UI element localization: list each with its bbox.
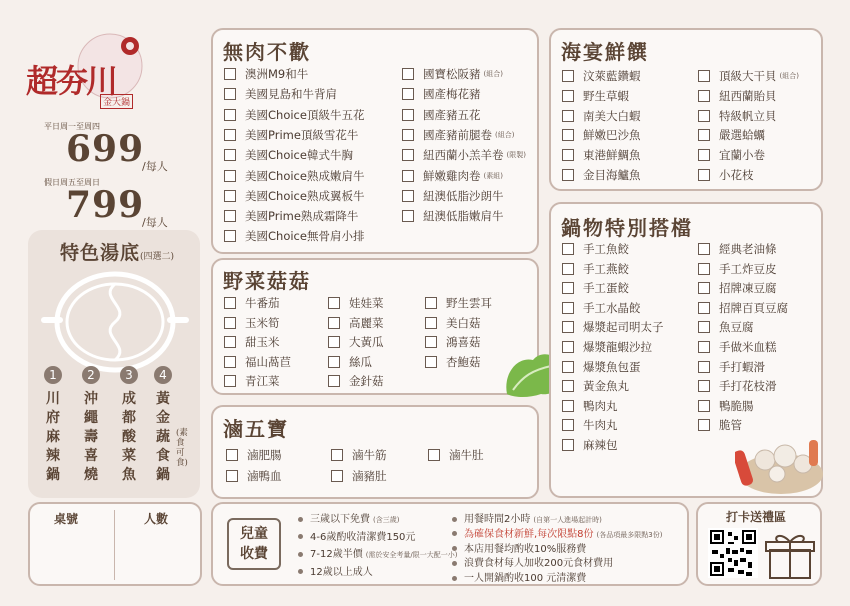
hotpot-item-11[interactable] xyxy=(562,437,618,453)
bullet-text: 為確保食材新鮮,每次限點8份 xyxy=(464,528,594,540)
rule-item-1 xyxy=(452,510,602,525)
braised-b-item-1[interactable] xyxy=(331,447,387,463)
meat-title: 無肉不歡 xyxy=(223,40,311,64)
checkbox[interactable] xyxy=(562,302,574,314)
checkbox[interactable] xyxy=(698,110,710,122)
checkbox[interactable] xyxy=(224,336,236,348)
pricing-rules-panel xyxy=(211,502,689,586)
bullet-text: 12歲以上成人 xyxy=(310,566,373,578)
bullet-dot-icon xyxy=(298,552,303,557)
item-label: 爆漿龍蝦沙拉 xyxy=(583,340,652,354)
item-label: 麻辣包 xyxy=(583,438,618,452)
bullet-dot-icon xyxy=(298,569,303,574)
item-label: 國寶松阪豬 xyxy=(423,67,481,81)
veg-b-item-1[interactable] xyxy=(328,295,384,311)
item-label: 特級帆立貝 xyxy=(719,108,777,123)
item-label: 美國Prime熟成霜降牛 xyxy=(245,209,359,224)
hotpot-item-9[interactable] xyxy=(562,398,618,414)
meat-item-2[interactable] xyxy=(224,86,337,102)
checkbox[interactable] xyxy=(425,356,437,368)
braised-item-2[interactable] xyxy=(226,468,282,484)
veg-b-item-2[interactable] xyxy=(328,315,384,331)
item-label: 牛番茄 xyxy=(245,296,280,310)
item-label: 滷牛肚 xyxy=(449,448,484,462)
qr-code-icon[interactable] xyxy=(708,528,758,578)
hotpot-item-10[interactable] xyxy=(562,417,618,433)
item-label: 爆漿魚包蛋 xyxy=(583,359,641,374)
bullet-dot-icon xyxy=(452,561,457,566)
soup-item-3: 3 成都酸菜魚 xyxy=(122,368,136,483)
soup-item-3-name: 成都酸菜魚 xyxy=(122,391,136,483)
item-label: 甜玉米 xyxy=(245,335,280,350)
item-label: 國產豬前腿卷 xyxy=(423,127,492,142)
kids-item-3 xyxy=(298,545,458,560)
checkbox[interactable] xyxy=(562,282,574,294)
checkbox[interactable] xyxy=(562,149,574,161)
checkbox[interactable] xyxy=(562,380,574,392)
item-label: 國產梅花豬 xyxy=(423,87,481,102)
weekday-price-label: 平日周一至周四 xyxy=(44,122,100,131)
checkbox[interactable] xyxy=(328,297,340,309)
item-label: 鴨脆腸 xyxy=(719,398,754,413)
checkbox[interactable] xyxy=(562,243,574,255)
checkbox[interactable] xyxy=(224,297,236,309)
rule-item-2 xyxy=(452,525,662,540)
item-label: 手打花枝滑 xyxy=(719,379,777,394)
bullet-note: (需於安全考量/限一大配一小) xyxy=(365,551,458,559)
seafood-item-1[interactable] xyxy=(562,68,641,84)
meat-pork-item-8[interactable] xyxy=(402,208,504,224)
soup-panel xyxy=(28,230,200,498)
checkbox[interactable] xyxy=(328,317,340,329)
seafood-b-item-5[interactable] xyxy=(698,147,765,163)
gift-icon xyxy=(764,530,816,580)
item-label: 杏鮑菇 xyxy=(446,354,481,369)
kids-title-box xyxy=(227,518,281,570)
checkbox[interactable] xyxy=(562,169,574,181)
hotpot-item-2[interactable] xyxy=(562,261,629,277)
checkbox[interactable] xyxy=(402,170,414,182)
checkbox[interactable] xyxy=(698,302,710,314)
seafood-item-5[interactable] xyxy=(562,147,641,163)
checkbox[interactable] xyxy=(224,129,236,141)
soup-title: 特色湯底(四選二) xyxy=(60,242,175,264)
seafood-item-6[interactable] xyxy=(562,167,641,183)
hotpot-b-item-3[interactable] xyxy=(698,280,777,296)
item-label: 金針菇 xyxy=(349,374,384,389)
bullet-text: 4-6歲酌收清潔費150元 xyxy=(310,531,416,543)
rule-item-5 xyxy=(452,569,586,584)
checkbox[interactable] xyxy=(402,129,414,141)
item-label: 黃金魚丸 xyxy=(583,379,629,394)
checkbox[interactable] xyxy=(224,210,236,222)
checkbox[interactable] xyxy=(698,263,710,275)
item-label: 經典老油條 xyxy=(719,242,777,256)
hotpot-b-item-2[interactable] xyxy=(698,261,777,277)
item-label: 美國Choice熟成翼板牛 xyxy=(245,188,365,203)
item-label: 宜蘭小卷 xyxy=(719,148,765,163)
meat-pork-item-4[interactable] xyxy=(402,127,514,143)
checkbox[interactable] xyxy=(698,149,710,161)
table-number-label: 桌號 xyxy=(54,512,79,526)
item-label: 魚豆腐 xyxy=(719,320,754,335)
people-count-label: 人數 xyxy=(144,512,169,526)
item-label: 牛肉丸 xyxy=(583,418,618,433)
checkbox[interactable] xyxy=(226,449,238,461)
item-label: 美白菇 xyxy=(446,315,481,330)
hotpot-title: 鍋物特別搭檔 xyxy=(561,216,693,240)
veg-item-1[interactable] xyxy=(224,295,280,311)
table-info-box xyxy=(28,502,202,586)
hotpot-ingredients-icon xyxy=(735,426,823,496)
item-label: 手工水晶餃 xyxy=(583,300,641,315)
checkbox[interactable] xyxy=(425,297,437,309)
checkbox[interactable] xyxy=(698,70,710,82)
hotpot-item-4[interactable] xyxy=(562,300,641,316)
meat-item-4[interactable] xyxy=(224,127,358,143)
meat-pork-item-5[interactable] xyxy=(402,147,526,163)
item-label: 福山萵苣 xyxy=(245,354,291,369)
item-note: (限製) xyxy=(506,151,526,160)
item-label: 高麗菜 xyxy=(349,315,384,330)
bullet-text: 本店用餐均酌收10%服務費 xyxy=(464,543,587,555)
checkbox[interactable] xyxy=(328,336,340,348)
checkbox[interactable] xyxy=(224,68,236,80)
veg-b-item-3[interactable] xyxy=(328,334,384,350)
veg-c-item-3[interactable] xyxy=(425,334,481,350)
logo-sub-text: 金大鍋 xyxy=(100,94,133,109)
checkin-box xyxy=(696,502,822,586)
item-label: 鮮嫩雞肉卷 xyxy=(423,168,481,183)
table-divider xyxy=(114,510,115,580)
checkin-title: 打卡送禮區 xyxy=(726,510,787,524)
hotpot-item-8[interactable] xyxy=(562,378,629,394)
veg-item-5[interactable] xyxy=(224,373,280,389)
item-label: 紐西蘭小羔羊卷 xyxy=(423,148,504,163)
item-label: 手工蛋餃 xyxy=(583,281,629,296)
checkbox[interactable] xyxy=(331,449,343,461)
item-label: 娃娃菜 xyxy=(349,296,384,310)
checkbox[interactable] xyxy=(224,88,236,100)
weekend-price-unit: /每人 xyxy=(142,216,168,229)
item-label: 野生草蝦 xyxy=(583,88,629,103)
item-label: 絲瓜 xyxy=(349,354,372,369)
item-label: 招牌百頁豆腐 xyxy=(719,300,788,315)
bullet-note: (自第一人進場起計時) xyxy=(533,516,602,524)
soup-item-4: 4 黃金蔬食鍋 xyxy=(156,368,170,483)
checkbox[interactable] xyxy=(698,282,710,294)
seafood-title: 海宴鮮饌 xyxy=(561,40,649,64)
checkbox[interactable] xyxy=(428,449,440,461)
checkbox[interactable] xyxy=(562,439,574,451)
seafood-b-item-2[interactable] xyxy=(698,88,777,104)
meat-item-9[interactable] xyxy=(224,228,364,244)
item-note: (組合) xyxy=(779,72,799,80)
bullet-dot-icon xyxy=(298,517,303,522)
item-label: 南美大白蝦 xyxy=(583,108,641,123)
checkbox[interactable] xyxy=(562,129,574,141)
item-note: (組合) xyxy=(495,130,515,139)
meat-item-5[interactable] xyxy=(224,147,353,163)
meat-item-6[interactable] xyxy=(224,168,364,184)
checkbox[interactable] xyxy=(328,356,340,368)
bullet-text: 用餐時間2小時 xyxy=(464,514,531,525)
weekday-price: 699 xyxy=(66,128,145,170)
item-label: 大黃瓜 xyxy=(349,335,384,350)
checkbox[interactable] xyxy=(698,243,710,255)
bullet-text: 浪費食材每人加收200元食材費用 xyxy=(464,558,614,570)
item-label: 嚴選蛤蠣 xyxy=(719,128,765,143)
checkbox[interactable] xyxy=(698,129,710,141)
checkbox[interactable] xyxy=(698,361,710,373)
checkbox[interactable] xyxy=(698,341,710,353)
hotpot-b-item-10[interactable] xyxy=(698,417,742,433)
meat-item-3[interactable] xyxy=(224,107,364,123)
bullet-text: 7-12歲半價 xyxy=(310,549,363,560)
checkbox[interactable] xyxy=(562,341,574,353)
checkbox[interactable] xyxy=(698,419,710,431)
item-label: 鴻喜菇 xyxy=(446,335,481,350)
rule-item-4 xyxy=(452,554,613,569)
soup-item-2: 2 沖繩壽喜燒 xyxy=(84,368,98,483)
checkbox[interactable] xyxy=(562,321,574,333)
braised-b-item-2[interactable] xyxy=(331,468,387,484)
hotpot-item-7[interactable] xyxy=(562,359,641,375)
soup-item-2-name: 沖繩壽喜燒 xyxy=(84,391,98,483)
bullet-note: (各品項最多限點3份) xyxy=(596,530,663,539)
seafood-b-item-3[interactable] xyxy=(698,108,777,124)
kids-item-4 xyxy=(298,563,373,578)
seafood-b-item-6[interactable] xyxy=(698,167,754,183)
meat-item-8[interactable] xyxy=(224,208,358,224)
checkbox[interactable] xyxy=(562,361,574,373)
checkbox[interactable] xyxy=(402,190,414,202)
veg-title: 野菜菇菇 xyxy=(223,269,311,293)
bullet-text: 三歲以下免費 xyxy=(310,514,370,525)
checkbox[interactable] xyxy=(562,110,574,122)
checkbox[interactable] xyxy=(402,88,414,100)
hotpot-b-item-9[interactable] xyxy=(698,398,754,414)
checkbox[interactable] xyxy=(224,109,236,121)
veg-item-2[interactable] xyxy=(224,315,280,331)
brand-logo xyxy=(22,30,162,110)
veg-c-item-2[interactable] xyxy=(425,315,481,331)
item-label: 澳洲M9和牛 xyxy=(245,67,309,81)
seafood-item-2[interactable] xyxy=(562,88,629,104)
item-label: 青江菜 xyxy=(245,374,280,389)
hotpot-item-6[interactable] xyxy=(562,339,652,355)
veg-b-item-5[interactable] xyxy=(328,373,384,389)
seafood-b-item-4[interactable] xyxy=(698,127,765,143)
checkbox[interactable] xyxy=(226,470,238,482)
item-label: 頂級大干貝 xyxy=(719,69,777,83)
bullet-dot-icon xyxy=(452,546,457,551)
item-label: 鮮嫩巴沙魚 xyxy=(583,128,641,143)
weekend-price-label: 假日周五至周日 xyxy=(44,178,100,187)
seafood-b-item-1[interactable] xyxy=(698,68,799,84)
checkbox[interactable] xyxy=(224,170,236,182)
hotpot-item-1[interactable] xyxy=(562,241,629,257)
checkbox[interactable] xyxy=(698,321,710,333)
bullet-dot-icon xyxy=(452,531,457,536)
checkbox[interactable] xyxy=(331,470,343,482)
checkbox[interactable] xyxy=(562,263,574,275)
item-label: 汶萊藍鑽蝦 xyxy=(583,69,641,83)
checkbox[interactable] xyxy=(562,419,574,431)
meat-pork-item-1[interactable] xyxy=(402,66,503,82)
checkbox[interactable] xyxy=(224,375,236,387)
braised-item-1[interactable] xyxy=(226,447,282,463)
item-label: 美國Choice無骨肩小排 xyxy=(245,229,365,244)
meat-pork-item-3[interactable] xyxy=(402,107,481,123)
hotpot-b-item-4[interactable] xyxy=(698,300,788,316)
bullet-dot-icon xyxy=(452,517,457,522)
hotpot-b-item-8[interactable] xyxy=(698,378,777,394)
checkbox[interactable] xyxy=(425,336,437,348)
bullet-dot-icon xyxy=(298,534,303,539)
checkbox[interactable] xyxy=(698,90,710,102)
soup-item-4-name: 黃金蔬食鍋 xyxy=(156,391,170,483)
item-label: 脆管 xyxy=(719,418,742,433)
item-label: 金目海鱸魚 xyxy=(583,168,641,182)
item-note: (素組) xyxy=(483,171,503,180)
checkbox[interactable] xyxy=(224,190,236,202)
item-label: 手工魚餃 xyxy=(583,242,629,256)
item-label: 滷鴨血 xyxy=(247,469,282,483)
item-label: 手做米血糕 xyxy=(719,340,777,354)
checkbox[interactable] xyxy=(698,169,710,181)
item-label: 紐西蘭貽貝 xyxy=(719,88,777,103)
checkbox[interactable] xyxy=(698,400,710,412)
hotpot-item-5[interactable] xyxy=(562,319,664,335)
hotpot-b-item-7[interactable] xyxy=(698,359,765,375)
item-label: 招牌凍豆腐 xyxy=(719,281,777,296)
checkbox[interactable] xyxy=(328,375,340,387)
item-note: (組合) xyxy=(483,70,503,78)
item-label: 野生雲耳 xyxy=(446,296,492,310)
bullet-text: 一人開鍋酌收100 元清潔費 xyxy=(464,573,587,585)
hotpot-b-item-1[interactable] xyxy=(698,241,777,257)
checkbox[interactable] xyxy=(402,149,414,161)
braised-c-item-1[interactable] xyxy=(428,447,484,463)
checkbox[interactable] xyxy=(224,230,236,242)
kids-title: 兒童收費 xyxy=(240,526,268,562)
veg-c-item-1[interactable] xyxy=(425,295,492,311)
checkbox[interactable] xyxy=(224,149,236,161)
weekday-price-unit: /每人 xyxy=(142,160,168,173)
soup-item-1-name: 川府麻辣鍋 xyxy=(46,391,60,483)
item-label: 滷豬肚 xyxy=(352,469,387,483)
item-label: 爆漿起司明太子 xyxy=(583,320,664,335)
checkbox[interactable] xyxy=(402,68,414,80)
veg-item-3[interactable] xyxy=(224,334,280,350)
checkbox[interactable] xyxy=(562,400,574,412)
rule-item-3 xyxy=(452,540,586,555)
item-label: 手工炸豆皮 xyxy=(719,261,777,276)
bullet-dot-icon xyxy=(452,576,457,581)
item-label: 東港鮮鯛魚 xyxy=(583,148,641,163)
seafood-item-3[interactable] xyxy=(562,108,641,124)
item-label: 紐澳低脂沙朗牛 xyxy=(423,188,504,203)
hotpot-item-3[interactable] xyxy=(562,280,629,296)
item-label: 美國見島和牛背肩 xyxy=(245,87,337,102)
checkbox[interactable] xyxy=(425,317,437,329)
meat-item-1[interactable] xyxy=(224,66,308,82)
checkbox[interactable] xyxy=(224,356,236,368)
meat-item-7[interactable] xyxy=(224,188,364,204)
hotpot-b-item-6[interactable] xyxy=(698,339,777,355)
checkbox[interactable] xyxy=(402,109,414,121)
item-label: 美國Choice韓式牛胸 xyxy=(245,148,353,163)
checkbox[interactable] xyxy=(562,70,574,82)
checkbox[interactable] xyxy=(224,317,236,329)
item-label: 手工燕餃 xyxy=(583,261,629,276)
item-label: 手打蝦滑 xyxy=(719,359,765,374)
hotpot-pot-icon xyxy=(40,268,190,378)
item-label: 國產豬五花 xyxy=(423,107,481,122)
item-label: 美國Prime頂級雪花牛 xyxy=(245,127,359,142)
meat-pork-item-2[interactable] xyxy=(402,86,481,102)
item-label: 小花枝 xyxy=(719,168,754,182)
meat-pork-item-7[interactable] xyxy=(402,188,504,204)
checkbox[interactable] xyxy=(402,210,414,222)
item-label: 鴨肉丸 xyxy=(583,398,618,413)
soup-item-1: 1 川府麻辣鍋 xyxy=(46,368,60,483)
item-label: 滷牛筋 xyxy=(352,448,387,462)
soup-veg-note: (素食可食) xyxy=(176,428,188,468)
bullet-note: (含三歲) xyxy=(373,516,400,524)
item-label: 紐澳低脂嫩肩牛 xyxy=(423,209,504,224)
veg-b-item-4[interactable] xyxy=(328,354,372,370)
hotpot-b-item-5[interactable] xyxy=(698,319,754,335)
kids-item-1 xyxy=(298,510,399,525)
braised-title: 滷五寶 xyxy=(223,417,289,441)
weekend-price: 799 xyxy=(66,184,145,226)
item-label: 滷肥腸 xyxy=(247,448,282,462)
checkbox[interactable] xyxy=(562,90,574,102)
item-label: 美國Choice熟成嫩肩牛 xyxy=(245,168,365,183)
veg-item-4[interactable] xyxy=(224,354,291,370)
seafood-item-4[interactable] xyxy=(562,127,641,143)
kids-item-2 xyxy=(298,528,415,543)
meat-pork-item-6[interactable] xyxy=(402,168,503,184)
item-label: 美國Choice頂級牛五花 xyxy=(245,107,365,122)
logo-main-text: 超夯川 xyxy=(26,62,117,100)
veg-c-item-4[interactable] xyxy=(425,354,481,370)
item-label: 玉米筍 xyxy=(245,315,280,330)
checkbox[interactable] xyxy=(698,380,710,392)
